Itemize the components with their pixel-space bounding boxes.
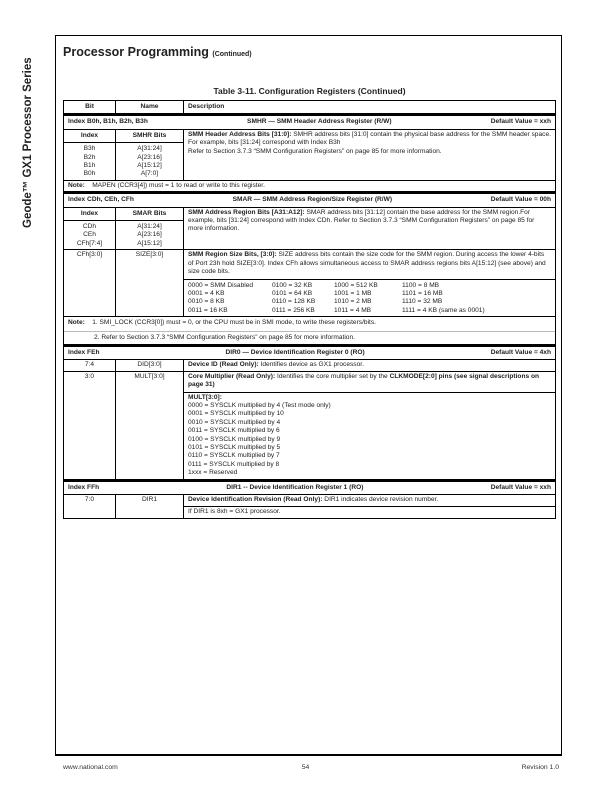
size-code: 1011 = 4 MB bbox=[334, 306, 372, 314]
bits-value: A[7:0] bbox=[140, 170, 159, 178]
desc-bold: SMM Header Address Bits [31:0]: bbox=[188, 130, 292, 138]
note-row bbox=[64, 180, 556, 192]
smhr-index-cell bbox=[64, 129, 116, 180]
name-cell: SIZE[3:0] bbox=[116, 250, 184, 317]
note-label: Note: bbox=[68, 319, 85, 327]
register-default: Default Value = 4xh bbox=[490, 348, 551, 356]
note-text: 1. SMI_LOCK (CCR3[0]) must = 0, or the CPU must be in SMI mode, to write these registers/bits. bbox=[92, 319, 377, 327]
smar-description bbox=[184, 207, 556, 250]
size-code: 1100 = 8 MB bbox=[402, 281, 440, 289]
desc-text: Identifies the core multiplier set by the bbox=[275, 372, 390, 380]
desc-text: SMHR address bits [31:0] contain the physical base address for the SMM header space. For example, bits [31:24] correspond with Index B3h bbox=[188, 130, 551, 147]
size-code: 0001 = 4 KB bbox=[188, 289, 225, 297]
note-text: 2. Refer to Section 3.7.3 “SMM Configuration Registers” on page 85 for more information. bbox=[94, 333, 355, 341]
bit-cell: CFh[3:0] bbox=[64, 250, 116, 317]
bits-value: A[31:24] bbox=[137, 145, 162, 153]
description-cell bbox=[184, 360, 556, 371]
note-row bbox=[64, 317, 556, 346]
description-cell bbox=[184, 495, 556, 519]
col-header-bit: Bit bbox=[64, 101, 116, 115]
size-code: 0101 = 64 KB bbox=[272, 289, 313, 297]
bits-value: A[23:16] bbox=[137, 153, 162, 161]
register-index: Index B0h, B1h, B2h, B3h bbox=[68, 118, 148, 126]
register-name: DIR1 -- Device Identification Register 1 (RO) bbox=[226, 483, 364, 491]
desc-text: If DIR1 is 8xh = GX1 processor. bbox=[188, 508, 281, 516]
smar-bits-cell bbox=[116, 207, 184, 250]
register-header-smar bbox=[64, 193, 556, 207]
bits-value: A[15:12] bbox=[137, 162, 162, 170]
size-code-list bbox=[188, 282, 551, 316]
mult-value: 0110 = SYSCLK multiplied by 7 bbox=[188, 452, 280, 460]
divider bbox=[184, 392, 555, 393]
size-code: 0000 = SMM Disabled bbox=[188, 281, 254, 289]
page-title-suffix: (Continued) bbox=[212, 51, 252, 58]
size-code: 0011 = 16 KB bbox=[188, 306, 228, 314]
table-row bbox=[64, 360, 556, 371]
mult-value: 0111 = SYSCLK multiplied by 8 bbox=[188, 460, 280, 468]
bit-cell: 7:0 bbox=[64, 495, 116, 519]
table-header-row bbox=[64, 101, 556, 115]
desc-bold: Device Identification Revision (Read Only): bbox=[188, 496, 323, 504]
divider bbox=[184, 279, 555, 280]
desc-bold: Core Multiplier (Read Only): bbox=[188, 372, 276, 380]
mult-value: 0011 = SYSCLK multiplied by 6 bbox=[188, 427, 280, 435]
index-value: B1h bbox=[83, 162, 96, 170]
size-code: 1110 = 32 MB bbox=[402, 298, 443, 306]
table-row bbox=[64, 495, 556, 519]
size-code: 0111 = 256 KB bbox=[272, 306, 315, 314]
divider bbox=[184, 506, 555, 507]
desc-bold: CLKMODE[2:0] pins (see signal descriptions on page 31) bbox=[188, 372, 540, 389]
sub-header-index: Index bbox=[64, 208, 115, 221]
note-label: Note: bbox=[68, 181, 85, 189]
index-value: CFh[7:4] bbox=[76, 239, 103, 247]
name-cell: DID[3:0] bbox=[116, 360, 184, 371]
col-header-name: Name bbox=[116, 101, 184, 115]
col-header-description: Description bbox=[184, 101, 556, 115]
footer-page-number: 54 bbox=[301, 764, 310, 771]
index-value: CEh bbox=[83, 231, 96, 239]
mult-title: MULT[3:0]: bbox=[188, 393, 222, 401]
desc-text: DIR1 indicates device revision number. bbox=[322, 496, 439, 504]
description-cell bbox=[184, 371, 556, 480]
index-value: B0h bbox=[83, 170, 96, 178]
configuration-registers-table bbox=[63, 100, 556, 519]
mult-value: 1xxx = Reserved bbox=[188, 469, 238, 477]
register-name: SMHR — SMM Header Address Register (R/W) bbox=[247, 118, 392, 126]
series-sidebar-title: Geode™ GX1 Processor Series bbox=[22, 57, 34, 228]
mult-value: 0000 = SYSCLK multiplied by 4 (Test mode only) bbox=[188, 401, 331, 409]
size-code: 1101 = 16 MB bbox=[402, 289, 443, 297]
table-row bbox=[64, 129, 556, 180]
size-code: 1010 = 2 MB bbox=[334, 298, 372, 306]
bit-cell: 3:0 bbox=[64, 371, 116, 480]
size-code: 0010 = 8 KB bbox=[188, 298, 225, 306]
index-value: B3h bbox=[83, 145, 96, 153]
bits-value: A[31:24] bbox=[137, 223, 162, 231]
smar-index-cell bbox=[64, 207, 116, 250]
desc-bold: Device ID (Read Only): bbox=[188, 361, 259, 369]
desc-bold: SMM Address Region Bits [A31:A12]: bbox=[188, 208, 305, 216]
footer-revision: Revision 1.0 bbox=[521, 764, 559, 771]
register-header-dir0 bbox=[64, 345, 556, 359]
smhr-description bbox=[184, 129, 556, 180]
mult-value-list bbox=[188, 402, 551, 478]
size-code: 1111 = 4 KB (same as 0001) bbox=[402, 306, 485, 314]
desc-bold: SMM Region Size Bits, [3:0]: bbox=[188, 251, 277, 259]
bits-value: A[15:12] bbox=[137, 239, 162, 247]
desc-reference: Refer to Section 3.7.3 “SMM Configuration Registers” on page 85 for more information. bbox=[188, 147, 442, 155]
table-row bbox=[64, 371, 556, 480]
bit-cell: 7:4 bbox=[64, 360, 116, 371]
register-default: Default Value = 00h bbox=[490, 196, 551, 204]
desc-text: Identifies device as GX1 processor. bbox=[258, 361, 364, 369]
size-description bbox=[184, 250, 556, 317]
size-code: 1000 = 512 KB bbox=[334, 281, 378, 289]
divider bbox=[64, 331, 555, 332]
desc-text: SMAR address bits [31:12] contain the base address for the SMM region.For example, bits [31:24] correspond with Index CDh. Refer to Section 3.7.3 “SMM Configuration Registers” on page 85 for more information. bbox=[188, 208, 535, 233]
register-index: Index CDh, CEh, CFh bbox=[68, 196, 134, 204]
register-header-dir1 bbox=[64, 480, 556, 494]
table-row bbox=[64, 207, 556, 250]
register-index: Index FEh bbox=[68, 348, 100, 356]
sub-header-index: Index bbox=[64, 130, 115, 143]
name-cell: MULT[3:0] bbox=[116, 371, 184, 480]
page-title-text: Processor Programming bbox=[63, 45, 209, 59]
size-code: 1001 = 1 MB bbox=[334, 289, 372, 297]
note-text: MAPEN (CCR3[4]) must = 1 to read or write to this register. bbox=[92, 181, 265, 189]
register-index: Index FFh bbox=[68, 483, 100, 491]
sub-header-bits: SMAR Bits bbox=[116, 208, 183, 221]
mult-value: 0100 = SYSCLK multiplied by 9 bbox=[188, 435, 281, 443]
register-header-smhr bbox=[64, 115, 556, 129]
page-title bbox=[63, 45, 252, 59]
name-cell: DIR1 bbox=[116, 495, 184, 519]
mult-value: 0101 = SYSCLK multiplied by 5 bbox=[188, 444, 281, 451]
size-code: 0110 = 128 KB bbox=[272, 298, 316, 306]
footer-website: www.national.com bbox=[63, 764, 118, 771]
sub-header-bits: SMHR Bits bbox=[116, 130, 183, 143]
mult-value: 0010 = SYSCLK multiplied by 4 bbox=[188, 418, 281, 426]
register-name: DIR0 — Device Identification Register 0 (RO) bbox=[225, 348, 365, 356]
register-default: Default Value = xxh bbox=[490, 118, 551, 126]
mult-value: 0001 = SYSCLK multiplied by 10 bbox=[188, 410, 284, 418]
index-value: CDh bbox=[82, 223, 97, 231]
size-code: 0100 = 32 KB bbox=[272, 281, 313, 289]
index-value: B2h bbox=[83, 153, 96, 161]
bits-value: A[23:16] bbox=[137, 231, 162, 239]
smhr-bits-cell bbox=[116, 129, 184, 180]
table-row bbox=[64, 250, 556, 317]
desc-text: SIZE address bits contain the size code for the SMM region. During access the lower 4-bits of Port 23h hold SIZE[3:0]. Index CFh allows simultaneous access to SMAR address regions bits A[15:12] (see above) and size code bits. bbox=[188, 251, 546, 276]
register-name: SMAR — SMM Address Region/Size Register (R/W) bbox=[232, 196, 393, 204]
register-default: Default Value = xxh bbox=[490, 483, 551, 491]
table-title: Table 3-11. Configuration Registers (Continued) bbox=[213, 86, 406, 96]
